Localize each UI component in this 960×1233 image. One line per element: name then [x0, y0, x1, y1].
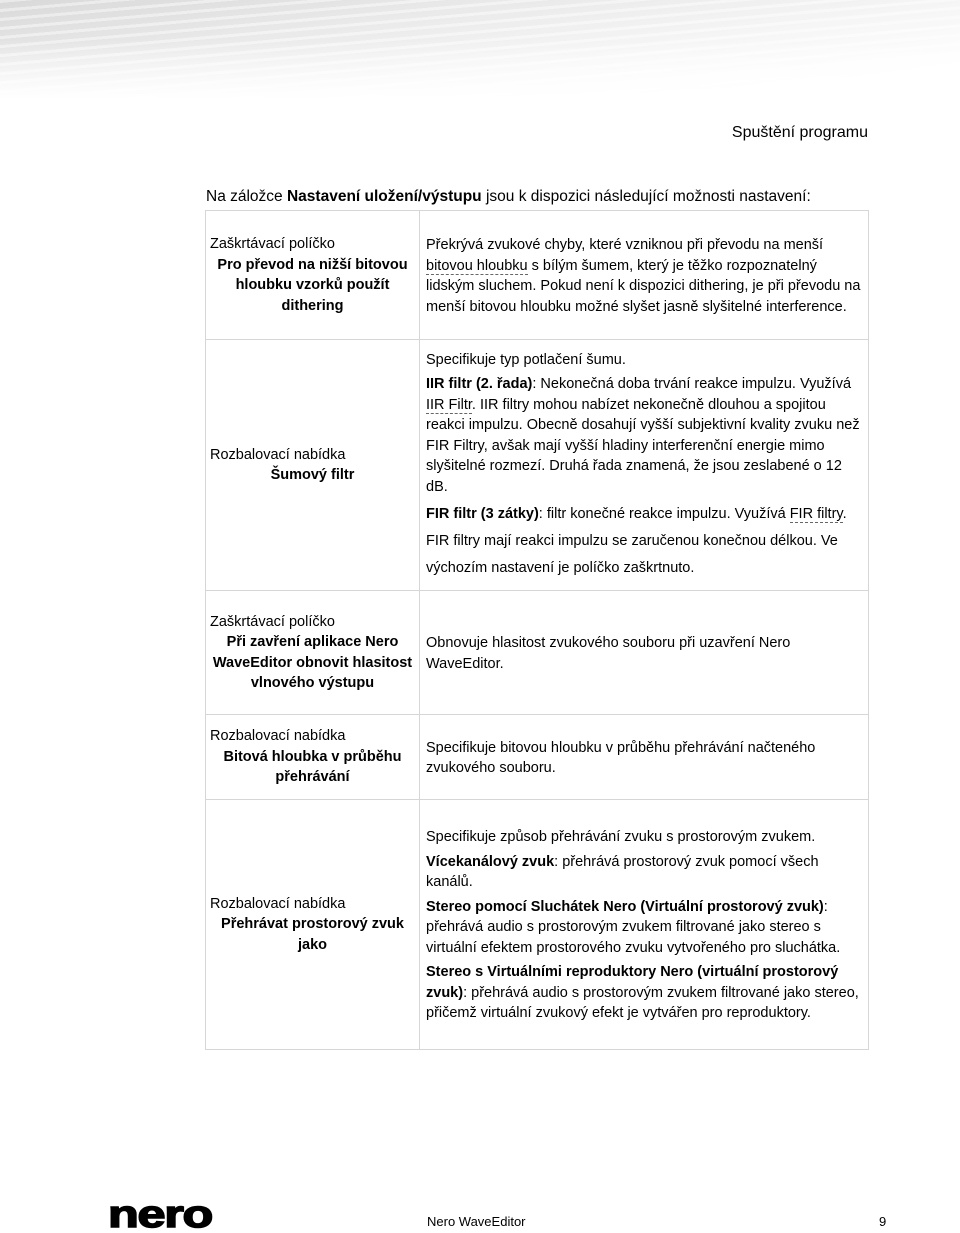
intro-suffix: jsou k dispozici následující možnosti nastavení:: [481, 188, 811, 205]
description-part: : Nekonečná doba trvání reakce impulzu.: [532, 376, 796, 393]
control-type: Rozbalovací nabídka: [210, 446, 346, 463]
glossary-link-fir-filter[interactable]: FIR filtry: [789, 506, 843, 523]
option-description-cell: [420, 715, 869, 800]
option-name: Pro převod na nižší bitovou hloubku vzorků použít dithering: [217, 256, 408, 314]
description-intro: Specifikuje způsob přehrávání zvuku s prostorovým zvukem.: [426, 829, 816, 846]
option-label-cell: [206, 800, 420, 1050]
fir-option-text: [426, 501, 862, 582]
table-row: [206, 800, 869, 1050]
intro-prefix: Na záložce: [206, 188, 287, 205]
control-type: Rozbalovací nabídka: [210, 895, 346, 912]
description-part: Využívá: [799, 376, 852, 393]
option-label-bold: Stereo pomocí Sluchátek Nero (Virtuální prostorový zvuk): [426, 898, 824, 915]
option-name: Přehrávat prostorový zvuk jako: [221, 916, 404, 953]
options-table: [205, 210, 869, 1050]
surround-option-headphones: [426, 897, 862, 959]
table-row: [206, 211, 869, 340]
option-label-cell: [206, 591, 420, 715]
description-part: : filtr konečné reakce impulzu. Využívá: [538, 506, 790, 523]
table-row: [206, 715, 869, 800]
option-description-cell: [420, 591, 869, 715]
description-text: [426, 235, 862, 317]
nero-logo-text: nero: [108, 1197, 212, 1233]
option-label-bold: Vícekanálový zvuk: [426, 853, 555, 870]
description-intro: Specifikuje typ potlačení šumu.: [426, 351, 626, 368]
page-number: 9: [879, 1214, 887, 1229]
option-label-cell: [206, 715, 420, 800]
glossary-link-iir-filter[interactable]: IIR Filtr: [426, 396, 472, 413]
option-label-cell: [206, 211, 420, 340]
iir-option-text: [426, 374, 862, 497]
description-part: : přehrává audio s prostorovým zvukem filtrované jako stereo, přičemž virtuální zvukový efekt je vytvářen pro reproduktory.: [426, 984, 859, 1022]
control-type: Zaškrtávací políčko: [210, 613, 335, 630]
description-part: . IIR filtry mohou nabízet nekonečně dlouhou a spojitou reakci impulzu. Obecně dosahují vyšší subjektivní kvality zvuku než FIR Filtry, avšak mají vyšší hladiny interferenční energie mimo slyšitelné rozmezí. Druhá řada znamená, že jsou zeslabené o 12 dB.: [426, 396, 860, 495]
intro-tab-name: Nastavení uložení/výstupu: [286, 188, 482, 205]
glossary-link-bit-depth[interactable]: bitovou hloubku: [426, 257, 528, 274]
surround-option-multichannel: [426, 852, 862, 893]
description-text: Obnovuje hlasitost zvukového souboru při uzavření Nero WaveEditor.: [426, 635, 791, 672]
header-fade: [0, 0, 960, 100]
nero-logo: [108, 1197, 214, 1233]
option-label-cell: [206, 340, 420, 591]
footer-product-name: Nero WaveEditor: [427, 1214, 526, 1229]
description-part: Překrývá zvukové chyby, které vzniknou při převodu na menší: [426, 237, 824, 253]
fir-option-label: FIR filtr (3 zátky): [426, 506, 539, 523]
option-name: Šumový filtr: [270, 467, 355, 483]
control-type: Zaškrtávací políčko: [210, 236, 335, 252]
option-name: Bitová hloubka v průběhu přehrávání: [223, 748, 402, 786]
table-row: [206, 591, 869, 715]
iir-option-label: IIR filtr (2. řada): [426, 376, 533, 393]
surround-option-speakers: [426, 962, 862, 1024]
option-description-cell: [420, 340, 869, 591]
description-part: : přehrává audio s prostorovým zvukem filtrované jako stereo s virtuální efektem prostorového zvuku vytvořeného pro sluchátka.: [426, 898, 841, 956]
option-label-bold: Stereo s Virtuálními reproduktory Nero (virtuální prostorový zvuk): [426, 964, 839, 1001]
description-text: Specifikuje bitovou hloubku v průběhu přehrávání načteného zvukového souboru.: [426, 739, 816, 776]
description-part: s bílým šumem, který je těžko rozpoznatelný lidským sluchem. Pokud není k dispozici dithering, je při převodu na menší bitovou hloubku možné slyšet jasně slyšitelné interference.: [426, 257, 861, 315]
description-part: : přehrává prostorový zvuk pomocí všech kanálů.: [426, 853, 819, 891]
table-row: [206, 340, 869, 591]
description-part: . FIR filtry mají reakci impulzu se zaručenou konečnou délkou. Ve výchozím nastavení je políčko zaškrtnuto.: [426, 506, 847, 577]
option-description-cell: [420, 211, 869, 340]
option-description-cell: [420, 800, 869, 1050]
intro-paragraph: [206, 188, 811, 206]
section-title: Spuštění programu: [731, 124, 868, 141]
control-type: Rozbalovací nabídka: [210, 728, 346, 745]
option-name: Při zavření aplikace Nero WaveEditor obnovit hlasitost vlnového výstupu: [212, 634, 413, 691]
